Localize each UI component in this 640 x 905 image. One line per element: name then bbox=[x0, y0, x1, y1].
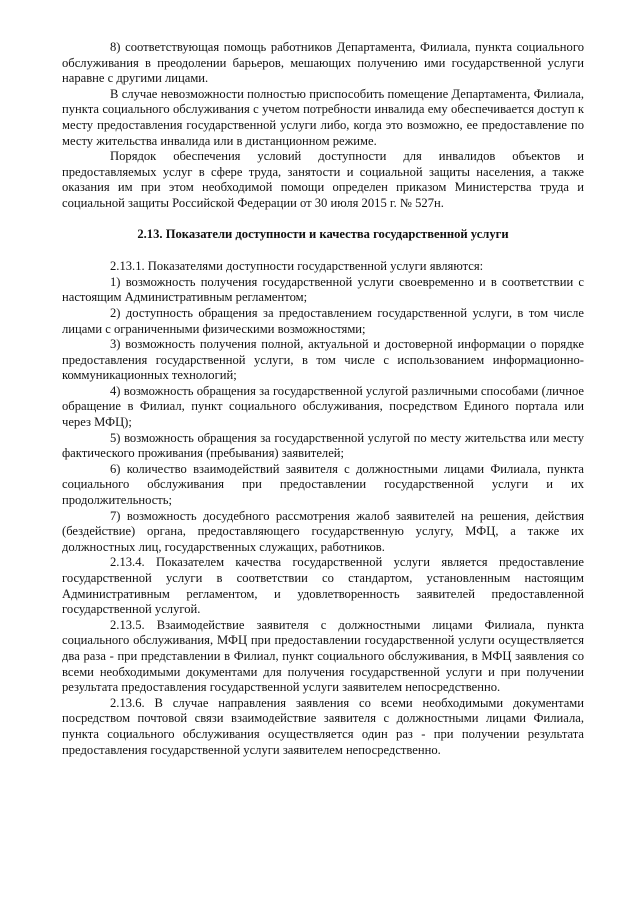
paragraph-2-13-6: 2.13.6. В случае направления заявления со всеми необходимыми документами посредством почтовой связи взаимодействие заявителя с должностными лицами Филиала, пункта социального обслуживания осуществляется один раз - при получении результата предоставления государственной услуги заявителем непосредственно. bbox=[62, 695, 584, 757]
paragraph-2-13-1: 2.13.1. Показателями доступности государственной услуги являются: bbox=[110, 259, 484, 274]
paragraph-item-8: 8) соответствующая помощь работников Департамента, Филиала, пункта социального обслуживания в преодолении барьеров, мешающих получению ими государственной услуги наравне с другими лицами. bbox=[62, 40, 584, 86]
paragraph-accessibility-impossible: В случае невозможности полностью приспособить помещение Департамента, Филиала, пункта социального обслуживания с учетом потребности инвалида ему обеспечивается доступ к месту предоставления государственной услуги либо, когда это возможно, ее предоставление по месту жительства инвалида или в дистанционном режиме. bbox=[62, 86, 584, 148]
paragraph-item-5: 5) возможность обращения за государственной услугой по месту жительства или месту фактического проживания (пребывания) заявителей; bbox=[62, 430, 584, 461]
paragraph-2-13-5: 2.13.5. Взаимодействие заявителя с должностными лицами Филиала, пункта социального обслуживания, МФЦ при предоставлении государственной услуги осуществляется два раза - при представлении в Филиал, пункт социального обслуживания, в МФЦ заявления со всеми необходимыми документами для получения государственной услуги и при получении результата предоставления государственной услуги заявителем непосредственно. bbox=[62, 617, 584, 695]
paragraph-item-3: 3) возможность получения полной, актуальной и достоверной информации о порядке предоставления государственной услуги, в том числе с использованием информационно-коммуникационных технологий; bbox=[62, 337, 584, 383]
paragraph-item-6: 6) количество взаимодействий заявителя с должностными лицами Филиала, пункта социального обслуживания при предоставлении государственной услуги и их продолжительность; bbox=[62, 461, 584, 508]
section-heading: 2.13. Показатели доступности и качества государственной услуги bbox=[137, 226, 509, 241]
paragraph-2-13-4: 2.13.4. Показателем качества государственной услуги является предоставление государственной услуги в соответствии со стандартом, установленным настоящим Административным регламентом, и удовлетворенность заявителей предоставленной государственной услугой. bbox=[62, 555, 584, 617]
document-page bbox=[62, 40, 584, 758]
paragraph-item-7: 7) возможность досудебного рассмотрения жалоб заявителей на решения, действия (бездействие) органа, предоставляющего государственную услугу, МФЦ, а также их должностных лиц, государственных служащих, работников. bbox=[62, 508, 584, 554]
paragraph-item-2: 2) доступность обращения за предоставлением государственной услуги, в том числе лицами с ограниченными физическими возможностями; bbox=[62, 305, 584, 336]
paragraph-item-4: 4) возможность обращения за государственной услугой различными способами (личное обращение в Филиал, пункт социального обслуживания, посредством Единого портала или через МФЦ); bbox=[62, 383, 584, 430]
paragraph-accessibility-order: Порядок обеспечения условий доступности для инвалидов объектов и предоставляемых услуг в сфере труда, занятости и социальной защиты населения, а также оказания им при этом необходимой помощи определен приказом Министерства труда и социальной защиты Российской Федерации от 30 июля 2015 г. № 527н. bbox=[62, 149, 584, 210]
paragraph-item-1: 1) возможность получения государственной услуги своевременно и в соответствии с настоящим Административным регламентом; bbox=[62, 274, 584, 305]
